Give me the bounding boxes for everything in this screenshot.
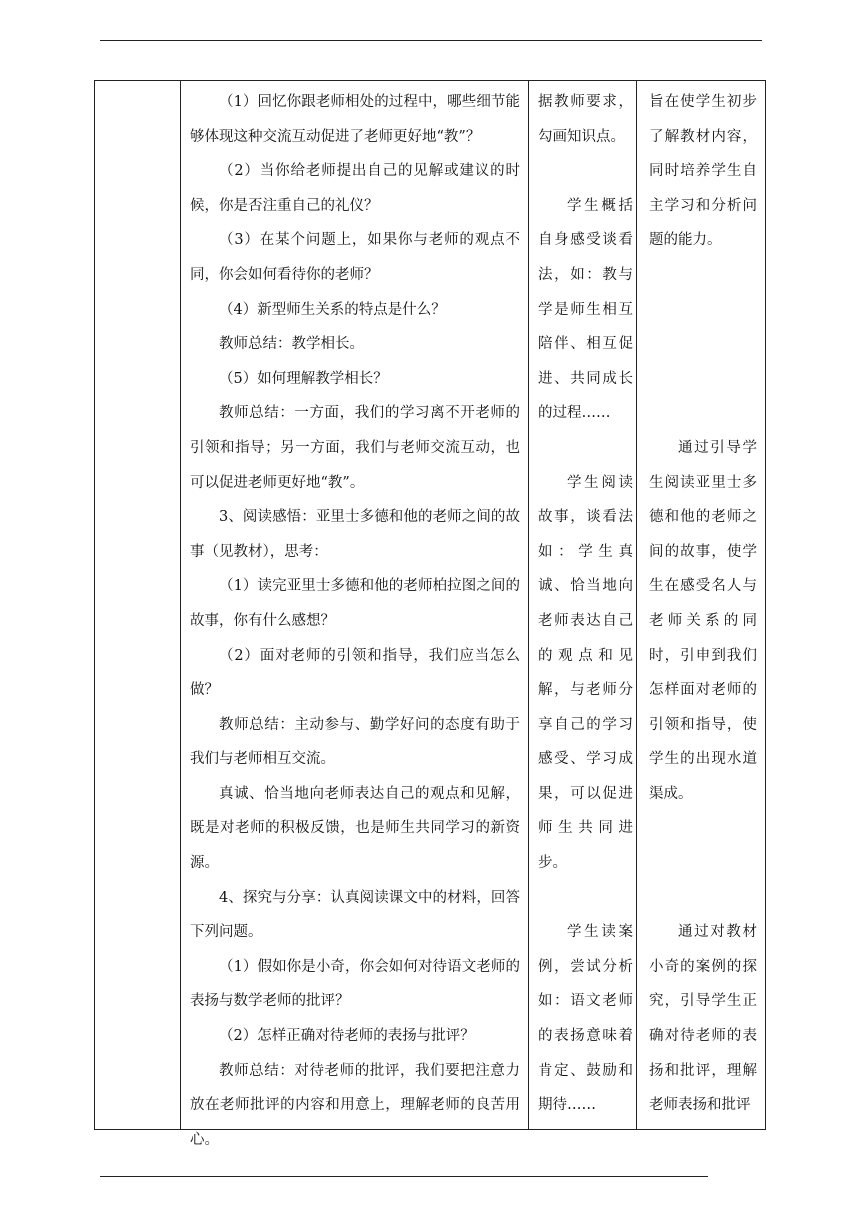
question-new-relationship: （4）新型师生关系的特点是什么？: [219, 301, 446, 318]
stage-column: [95, 81, 181, 1129]
question-different-views: （3）在某个问题上，如果你与老师的观点不同，你会如何看待你的老师？: [190, 232, 520, 283]
spacer: [649, 846, 757, 881]
footer-rule: [100, 1176, 708, 1177]
question-xiaoqi: （1）假如你是小奇，你会如何对待语文老师的表扬与数学老师的批评？: [190, 958, 520, 1010]
explore-share: 4、探究与分享：认真阅读课文中的材料，回答下列问题。: [190, 889, 520, 941]
lesson-plan-table: [94, 80, 766, 1148]
spacer: [538, 881, 633, 916]
design-intent-1: 旨在使学生初步了解教材内容，同时培养学生自主学习和分析问题的能力。: [649, 94, 757, 249]
question-recall-interaction: （1）回忆你跟老师相处的过程中，哪些细节能够体现这种交流互动促进了老师更好地“教”？: [190, 94, 520, 145]
design-intent-2: 通过引导学生阅读亚里士多德和他的老师之间的故事，使学生在感受名人与老师关系的同时，引申到我们怎样面对老师的引领和指导，使学生的出现水道渠成。: [649, 439, 757, 802]
student-activity-column: [529, 81, 637, 1129]
spacer: [538, 431, 633, 466]
student-activity-1: 据教师要求，勾画知识点。: [538, 94, 633, 145]
summary-participation: 教师总结：主动参与、勤学好问的态度有助于我们与老师相互交流。: [190, 716, 520, 768]
spacer: [649, 327, 757, 362]
question-praise-criticism: （2）怎样正确对待老师的表扬与批评？: [219, 1028, 475, 1045]
design-intent-3: 通过对教材小奇的案例的探究，引导学生正确对待老师的表扬和批评，理解老师表扬和批评: [649, 924, 757, 1114]
summary-teaching-learning: 教师总结：教学相长。: [219, 336, 364, 353]
design-intent-column: [637, 81, 765, 1129]
spacer: [649, 881, 757, 916]
question-aristotle-feelings: （1）读完亚里士多德和他的老师柏拉图之间的故事，你有什么感想？: [190, 578, 520, 629]
student-activity-3: 学生阅读故事，谈看法如：学生真诚、恰当地向老师表达自己的观点和见解，与老师分享自己的学习感受、学习成果，可以促进师生共同进步。: [538, 474, 633, 872]
header-rule: [100, 40, 762, 41]
spacer: [649, 396, 757, 431]
spacer: [649, 362, 757, 397]
design-intent-cell: [649, 85, 757, 1123]
student-activity-4: 学生读案例，尝试分析如：语文老师的表扬意味着肯定、鼓励和期待……: [538, 924, 633, 1114]
summary-sincere-expression: 真诚、恰当地向老师表达自己的观点和见解，既是对老师的积极反馈，也是师生共同学习的新资源。: [190, 785, 520, 872]
spacer: [538, 154, 633, 189]
spacer: [649, 293, 757, 328]
summary-criticism: 教师总结：对待老师的批评，我们要把注意力放在老师批评的内容和用意上，理解老师的良苦用心。: [190, 1062, 520, 1148]
spacer: [649, 258, 757, 293]
question-face-guidance: （2）面对老师的引领和指导，我们应当怎么做？: [190, 647, 520, 699]
question-etiquette: （2）当你给老师提出自己的见解或建议的时候，你是否注重自己的礼仪？: [190, 163, 520, 214]
spacer: [649, 811, 757, 846]
teacher-activity-cell: [190, 85, 520, 1157]
student-activity-cell: [538, 85, 633, 1123]
student-activity-2: 学生概括自身感受谈看法，如：教与学是师生相互陪伴、相互促进、共同成长的过程……: [538, 197, 633, 422]
question-understand: （5）如何理解教学相长？: [219, 370, 388, 387]
teacher-activity-column: [181, 81, 529, 1148]
summary-guidance: 教师总结：一方面，我们的学习离不开老师的引领和指导；另一方面，我们与老师交流互动，也可以促进老师更好地“教”。: [190, 405, 520, 491]
reading-aristotle: 3、阅读感悟：亚里士多德和他的老师之间的故事（见教材），思考：: [190, 509, 520, 560]
